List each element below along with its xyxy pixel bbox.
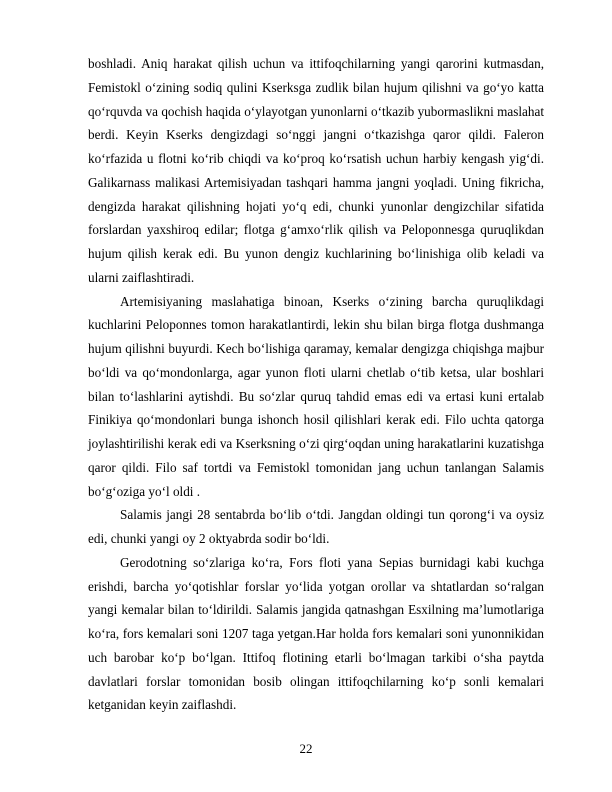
page-body xyxy=(88,52,544,717)
paragraph-1: boshladi. Aniq harakat qilish uchun va ittifoqchilarning yangi qarorini kutmasdan, Femistokl o‘zining sodiq qulini Kserksga zudlik bilan hujum qilishni va go‘yo katta qo‘rquvda va qochish haqida o‘ylayotgan yunonlarni o‘tkazib yubormaslikni maslahat berdi. Keyin Kserks dengizdagi so‘nggi jangni o‘tkazishga qaror qildi. Faleron ko‘rfazida u flotni ko‘rib chiqdi va ko‘proq ko‘rsatish uchun harbiy kengash yig‘di. Galikarnass malikasi Artemisiyadan tashqari hamma jangni yoqladi. Uning fikricha, dengizda harakat qilishning hojati yo‘q edi, chunki yunonlar dengizchilar sifatida forslardan yaxshiroq edilar; flotga g‘amxo‘rlik qilish va Peloponnesga quruqlikdan hujum qilish kerak edi. Bu yunon dengiz kuchlarining bo‘linishiga olib keladi va ularni zaiflashtiradi. xyxy=(88,56,544,285)
paragraph-3: Salamis jangi 28 sentabrda bo‘lib o‘tdi. Jangdan oldingi tun qorong‘i va oysiz edi, chunki yangi oy 2 oktyabrda sodir bo‘ldi. xyxy=(88,507,544,546)
page-number: 22 xyxy=(299,741,313,756)
paragraph-2: Artemisiyaning maslahatiga binoan, Kserks o‘zining barcha quruqlikdagi kuchlarini Peloponnes tomon harakatlantirdi, lekin shu bilan birga flotga dushmanga hujum qilishni buyurdi. Kech bo‘lishiga qaramay, kemalar dengizga chiqishga majbur bo‘ldi va qo‘mondonlarga, agar yunon floti ularni chetlab o‘tib ketsa, ular boshlari bilan to‘lashlarini aytishdi. Bu so‘zlar quruq tahdid emas edi va ertasi kuni ertalab Finikiya qo‘mondonlari bunga ishonch hosil qilishlari kerak edi. Filo uchta qatorga joylashtirilishi kerak edi va Kserksning o‘zi qirg‘oqdan uning harakatlarini kuzatishga qaror qildi. Filo saf tortdi va Femistokl tomonidan jang uchun tanlangan Salamis bo‘g‘oziga yo‘l oldi . xyxy=(88,293,544,499)
paragraph-4: Gerodotning so‘zlariga ko‘ra, Fors floti yana Sepias burnidagi kabi kuchga erishdi, barcha yo‘qotishlar forslar yo‘lida yotgan orollar va shtatlardan so‘ralgan yangi kemalar bilan to‘ldirildi. Salamis jangida qatnashgan Esxilning ma’lumotlariga ko‘ra, fors kemalari soni 1207 taga yetgan.Har holda fors kemalari soni yunonnikidan uch barobar ko‘p bo‘lgan. Ittifoq flotining etarli bo‘lmagan tarkibi o‘sha paytda davlatlari forslar tomonidan bosib olingan ittifoqchilarning ko‘p sonli kemalari ketganidan keyin zaiflashdi. xyxy=(88,554,544,713)
